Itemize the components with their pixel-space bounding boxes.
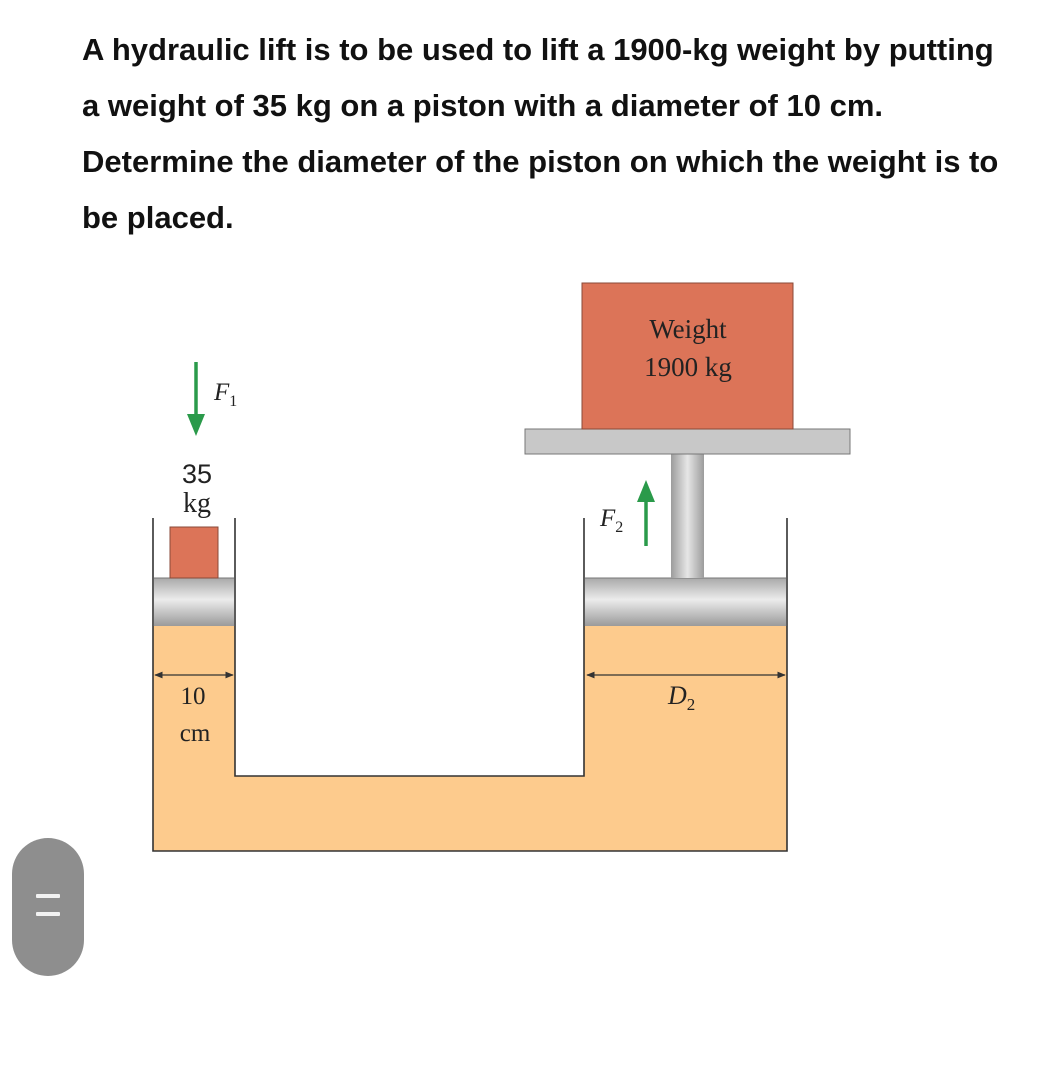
large-diameter-label: $D_2$: [668, 681, 696, 714]
lift-platform: [525, 429, 850, 454]
handle-bar-bottom: [36, 912, 60, 916]
force-arrow-f1: [187, 362, 205, 436]
small-mass-unit: kg: [183, 488, 211, 519]
f2-label: $F_2$: [600, 505, 624, 536]
small-diameter-unit: cm: [179, 720, 211, 747]
piston-rod: [671, 454, 704, 578]
menu-handle-icon[interactable]: [12, 838, 84, 976]
force-arrow-f2: [637, 480, 655, 546]
small-diameter-value: 10: [180, 683, 206, 710]
weight-label-line2: 1900 kg: [644, 352, 732, 382]
large-piston: [585, 578, 786, 626]
f1-label: $F_1$: [214, 379, 238, 410]
weight-label-line1: Weight: [649, 314, 727, 344]
small-weight-block: [170, 527, 218, 578]
problem-statement: A hydraulic lift is to be used to lift a 1900-kg weight by putting a weight of 35 kg on a piston with a diameter of 10 cm. Determine the diameter of the piston on which the weight is to be placed.: [82, 32, 999, 235]
hydraulic-fluid: [153, 626, 787, 851]
small-piston: [154, 578, 234, 626]
handle-bar-top: [36, 894, 60, 898]
small-mass-value: 35: [181, 459, 213, 489]
